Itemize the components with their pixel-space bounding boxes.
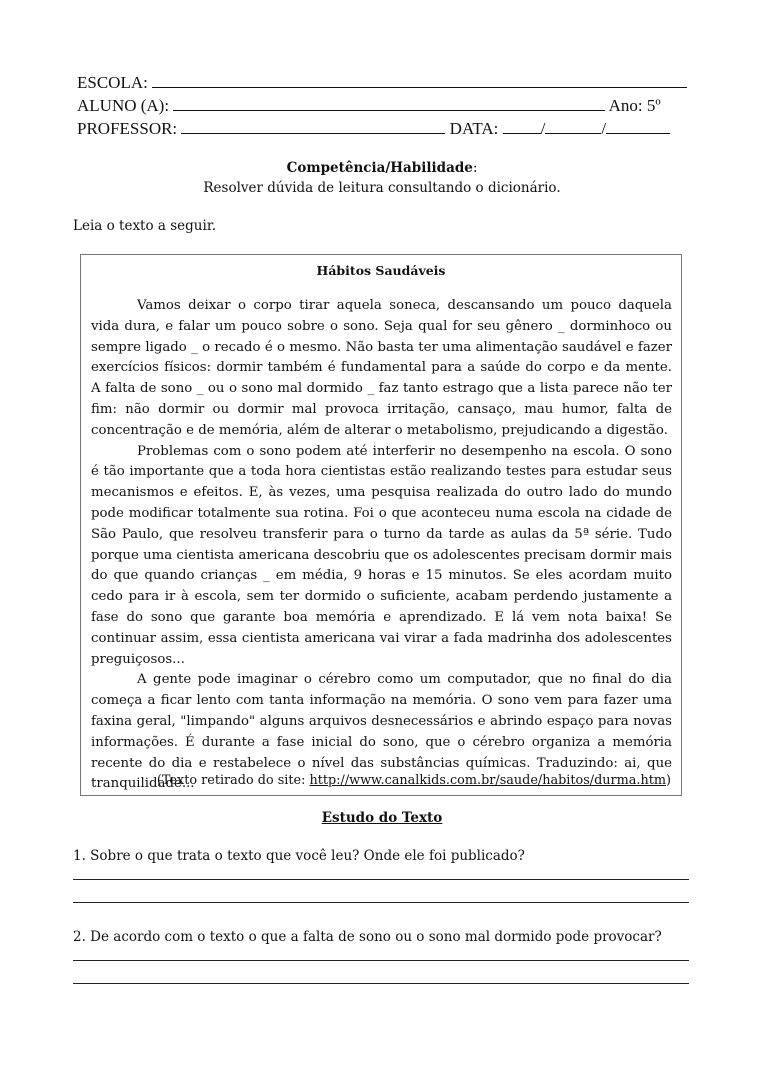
study-title: Estudo do Texto [321,810,443,826]
aluno-row [77,95,687,116]
escola-row [77,72,687,93]
data-label: DATA: [449,119,499,138]
answer-line[interactable] [73,902,689,903]
source-prefix: (Texto retirado do site: [156,773,310,788]
answer-line[interactable] [73,879,689,880]
date-separator: / [540,119,546,138]
ano-label: Ano: 5º [608,96,661,115]
source-suffix: ) [666,773,671,788]
article-paragraph: Vamos deixar o corpo tirar aquela soneca, descansando um pouco daquela vida dura, e falar um pouco sobre o sono. Seja qual for seu gênero _ dorminhoco ou sempre ligado _ o recado é o mesmo. Não basta ter uma alimentação saudável e fazer exercícios físicos: dormir também é fundamental para a saúde do corpo e da mente. A falta de sono _ ou o sono mal dormido _ faz tanto estrago que a lista parece não ter fim: não dormir ou dormir mal provoca irritação, cansaço, mau humor, falta de concentração e de memória, além de alterar o metabolismo, prejudicando a digestão. [91,298,672,438]
date-separator: / [601,119,607,138]
date-year-field[interactable] [606,118,670,134]
question-1: 1. Sobre o que trata o texto que você leu? Onde ele foi publicado? [73,848,525,864]
article-title: Hábitos Saudáveis [316,263,446,278]
article-paragraph: A gente pode imaginar o cérebro como um computador, que no final do dia começa a ficar lento com tanta informação na memória. O sono vem para fazer uma faxina geral, "limpando" alguns arquivos desnecessários e abrindo espaço para novas informações. É durante a fase inicial do sono, que o cérebro organiza a memória recente do dia e restabelece o nível das substâncias químicas. Traduzindo: ai, que tranquilidade... [91,672,672,792]
source-link[interactable]: http://www.canalkids.com.br/saude/habitos/durma.htm [309,773,666,788]
answer-line[interactable] [73,960,689,961]
intro-text: Leia o texto a seguir. [73,218,217,234]
aluno-field[interactable] [173,95,605,111]
professor-row [77,118,687,139]
date-day-field[interactable] [503,118,541,134]
escola-label: ESCOLA: [77,73,148,92]
article-source [157,773,671,788]
competencia-heading [0,160,764,176]
professor-field[interactable] [181,118,445,134]
aluno-label: ALUNO (A): [77,96,170,115]
escola-field[interactable] [152,72,687,88]
competencia-title: Competência/Habilidade [286,160,473,176]
answer-line[interactable] [73,983,689,984]
professor-label: PROFESSOR: [77,119,178,138]
question-2: 2. De acordo com o texto o que a falta de sono ou o sono mal dormido pode provocar? [73,929,662,945]
competencia-colon: : [472,160,478,176]
article-box [80,254,682,796]
competencia-description: Resolver dúvida de leitura consultando o dicionário. [203,180,561,196]
date-month-field[interactable] [545,118,601,134]
article-body [91,296,672,795]
article-paragraph: Problemas com o sono podem até interferir no desempenho na escola. O sono é tão importante que a toda hora cientistas estão realizando testes para estudar seus mecanismos e efeitos. E, às vezes, uma pesquisa realizada do outro lado do mundo pode modificar totalmente sua rotina. Foi o que aconteceu numa escola na cidade de São Paulo, que resolveu transferir para o turno da tarde as aulas da 5ª série. Tudo porque uma cientista americana descobriu que os adolescentes precisam dormir mais do que quando crianças _ em média, 9 horas e 15 minutos. Se eles acordam muito cedo para ir à escola, sem ter dormido o suficiente, acabam perdendo justamente a fase do sono que garante boa memória e aprendizado. E lá vem nota baixa! Se continuar assim, essa cientista americana vai virar a fada madrinha dos adolescentes preguiçosos... [91,443,672,667]
